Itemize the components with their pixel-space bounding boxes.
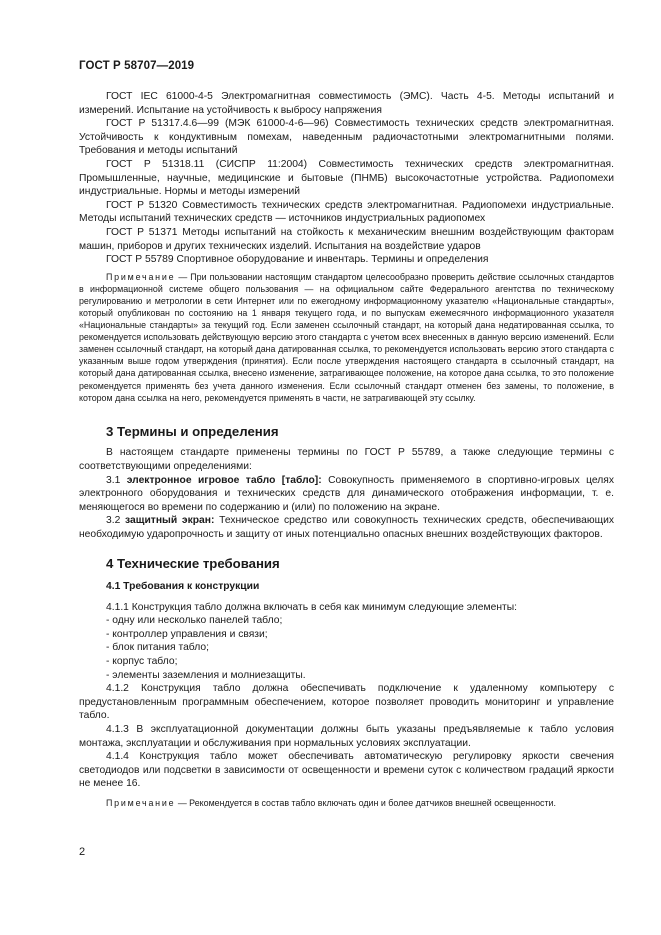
note-label: Примечание xyxy=(106,271,176,282)
list-item: - элементы заземления и молниезащиты. xyxy=(106,669,306,681)
reference-item: ГОСТ Р 55789 Спортивное оборудование и инвентарь. Термины и определения xyxy=(106,254,489,266)
section-4-heading: 4 Технические требования xyxy=(106,555,280,571)
reference-item: ГОСТ Р 51317.4.6—99 (МЭК 61000-4-6—96) Совместимость технических средств электромагнитная. Устойчивость к кондуктивным помехам, наведенным радиочастотными электромагнитными полями. Требования и методы испытаний xyxy=(79,118,614,157)
reference-item: ГОСТ Р 51318.11 (СИСПР 11:2004) Совместимость технических средств электромагнитная. Промышленные, научные, медицинские и бытовые (ПНМБ) высокочастотные устройства. Радиопомехи индустриальные. Нормы и методы измерений xyxy=(79,158,614,198)
note-label: Примечание xyxy=(106,798,176,808)
note-photo-sensor xyxy=(79,797,614,809)
clause-4-1-4: 4.1.4 Конструкция табло может обеспечивать автоматическую регулировку яркости свечения светодиодов или подсветки в зависимости от освещенности и времени суток с количеством градаций яркости не менее 16. xyxy=(79,751,614,790)
reference-item: ГОСТ IEC 61000-4-5 Электромагнитная совместимость (ЭМС). Часть 4-5. Методы испытаний и измерений. Испытание на устойчивость к выбросу напряжения xyxy=(79,91,614,116)
reference-item: ГОСТ Р 51371 Методы испытаний на стойкость к механическим внешним воздействующим факторам машин, приборов и других технических изделий. Испытания на воздействие ударов xyxy=(79,226,614,252)
list-item: - одну или несколько панелей табло; xyxy=(106,615,283,627)
clause-4-1-2: 4.1.2 Конструкция табло должна обеспечивать подключение к удаленному компьютеру с предустановленным программным обеспечением, которое позволяет проводить мониторинг и управление табло. xyxy=(79,683,614,722)
list-item: - блок питания табло; xyxy=(106,642,209,654)
note-text: — Рекомендуется в состав табло включать один и более датчиков внешней освещенности. xyxy=(177,798,556,808)
subsection-4-1-heading: 4.1 Требования к конструкции xyxy=(106,581,260,593)
clause-4-1-1: 4.1.1 Конструкция табло должна включать в себя как минимум следующие элементы: xyxy=(106,601,517,613)
note-text: — При пользовании настоящим стандартом целесообразно проверить действие ссылочных стандартов в информационной системе общего пользования — на официальном сайте Федерального агентства по техническому регулированию и метрологии в сети Интернет или по ежегодному информационному указателю «Национальные стандарты», который опубликован по состоянию на 1 января текущего года, и по выпускам ежемесячного информационного указателя «Национальные стандарты» за текущий год. Если заменен ссылочный стандарт, на который дана недатированная ссылка, то рекомендуется использовать действующую версию этого стандарта с учетом всех внесенных в данную версию изменений. Если заменен ссылочный стандарт, на который дана датированная ссылка, то рекомендуется использовать версию этого стандарта с указанным выше годом утверждения (принятия). Если после утверждения настоящего стандарта в ссылочный стандарт, на который дана датированная ссылка, внесено изменение, затрагивающее положение, на которое дана ссылка, то это положение рекомендуется применять без учета данного изменения. Если ссылочный стандарт отменен без замены, то положение, в котором дана ссылка на него, рекомендуется применять в части, не затрагивающей эту ссылку. xyxy=(79,271,615,403)
document-header: ГОСТ Р 58707—2019 xyxy=(79,60,195,72)
term-definition: Совокупность применяемого в спортивно-игровых целях электронного оборудования и технических средств для динамического отображения информации, т. е. меняющегося во времени по содержанию и (или) по положению на экране. xyxy=(79,474,614,513)
term-name: защитный экран: xyxy=(125,515,215,527)
section-3-heading: 3 Термины и определения xyxy=(106,423,279,439)
list-item: - контроллер управления и связи; xyxy=(106,628,268,640)
term-definition: Техническое средство или совокупность технических средств, обеспечивающих необходимую ударопрочность и защиту от иных потенциально опасных внешних воздействующих факторов. xyxy=(79,515,614,540)
term-3-2: 3.2 защитный экран: Техническое средство или совокупность технических средств, обеспечивающих необходимую ударопрочность и защиту от иных потенциально опасных внешних воздействующих факторов. xyxy=(79,515,614,540)
reference-item: ГОСТ Р 51320 Совместимость технических средств электромагнитная. Радиопомехи индустриальные. Методы испытаний технических средств — источников индустриальных радиопомех xyxy=(79,199,614,225)
clause-4-1-3: 4.1.3 В эксплуатационной документации должны быть указаны предъявляемые к табло условия монтажа, эксплуатации и обслуживания при нормальных условиях эксплуатации. xyxy=(79,724,614,749)
note-references xyxy=(79,271,614,404)
list-item: - корпус табло; xyxy=(106,656,178,668)
element-list xyxy=(79,614,614,682)
term-3-1: 3.1 электронное игровое табло [табло]: Совокупность применяемого в спортивно-игровых целях электронного оборудования и технических средств для динамического отображения информации, т. е. меняющегося во времени по содержанию и (или) по положению на экране. xyxy=(79,474,614,513)
term-name: электронное игровое табло [табло]: xyxy=(126,474,322,486)
page-number: 2 xyxy=(79,846,86,858)
section-3-intro: В настоящем стандарте применены термины по ГОСТ Р 55789, а также следующие термины с соответствующими определениями: xyxy=(79,447,614,472)
page-content xyxy=(79,90,614,809)
